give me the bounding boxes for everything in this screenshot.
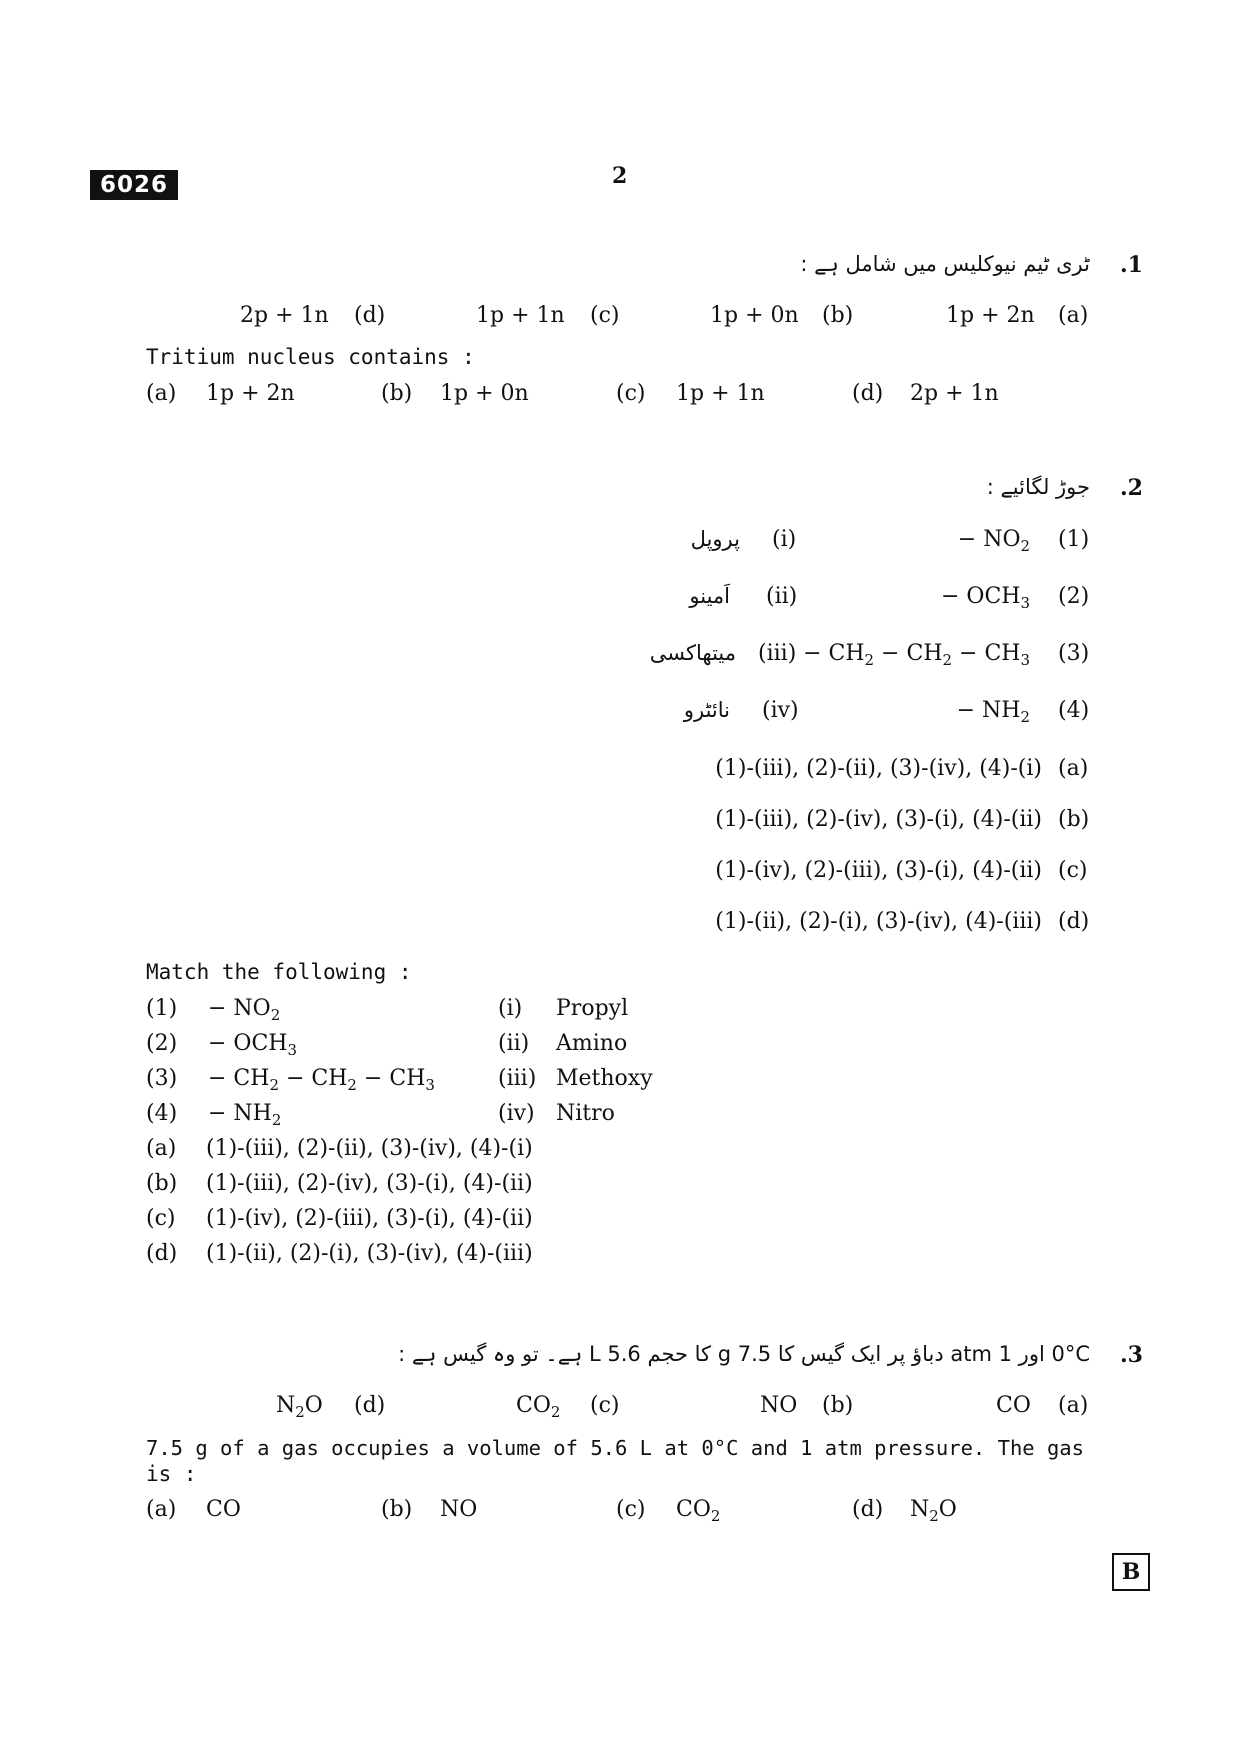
q3-urdu-option-c-label: (c) [590,1393,620,1418]
q2-number: .2 [1120,475,1143,501]
q2-urdu-col-a-label-4: (4) [1058,698,1090,723]
q3-urdu-option-d-text: $N_2O$ [276,1393,323,1422]
q2-col-a-label-1: (1) [146,996,178,1021]
q1-option-c-text: 1p + 1n [676,381,765,406]
q1-urdu-option-d-label: (d) [354,303,386,328]
q2-urdu-col-b-label-2: (ii) [766,584,798,609]
q2-col-b-text-4: Nitro [556,1101,615,1126]
q3-urdu-option-c-text: $CO_2$ [516,1393,561,1422]
q1-option-a-text: 1p + 2n [206,381,295,406]
q3-option-d-label: (d) [852,1497,884,1522]
q1-urdu-option-a-text: 1p + 2n [946,303,1035,328]
q3-option-c-text: $CO_2$ [676,1497,721,1526]
q2-urdu-option-a-label: (a) [1058,756,1089,781]
q2-urdu-option-b-label: (b) [1058,807,1090,832]
q1-english-stem: Tritium nucleus contains : [146,345,475,369]
q2-option-d-text: (1)-(ii), (2)-(i), (3)-(iv), (4)-(iii) [206,1241,533,1266]
q2-col-b-text-1: Propyl [556,996,629,1021]
q2-col-a-formula-2: − $OCH_3$ [208,1031,297,1060]
q2-urdu-col-a-formula-3: − $CH_2 - CH_2 - CH_3$ [803,641,1030,670]
q1-urdu-option-b-text: 1p + 0n [710,303,799,328]
q3-option-b-text: NO [440,1497,478,1522]
q3-urdu-option-a-text: CO [996,1393,1031,1418]
q2-urdu-option-d-text: (1)-(ii), (2)-(i), (3)-(iv), (4)-(iii) [715,909,1042,934]
q2-urdu-col-a-formula-2: − $OCH_3$ [941,584,1030,613]
q1-number: .1 [1120,252,1143,278]
q2-col-b-label-2: (ii) [498,1031,530,1056]
q1-option-c-label: (c) [616,381,646,406]
q2-urdu-col-a-label-1: (1) [1058,527,1090,552]
q2-col-b-text-2: Amino [556,1031,628,1056]
q1-urdu-option-d-text: 2p + 1n [240,303,329,328]
q3-option-a-label: (a) [146,1497,177,1522]
q2-option-d-label: (d) [146,1241,178,1266]
q2-option-a-label: (a) [146,1136,177,1161]
q2-urdu-col-b-text-3: میتھاکسی [649,641,736,665]
q2-col-a-formula-4: − $NH_2$ [208,1101,282,1130]
q3-option-d-text: $N_2O$ [910,1497,957,1526]
q2-urdu-col-b-label-3: (iii) [758,641,797,666]
q2-urdu-option-c-text: (1)-(iv), (2)-(iii), (3)-(i), (4)-(ii) [715,858,1042,883]
q2-urdu-col-a-formula-4: − $NH_2$ [956,698,1030,727]
q2-urdu-col-a-formula-1: − $NO_2$ [957,527,1030,556]
q2-option-a-text: (1)-(iii), (2)-(ii), (3)-(iv), (4)-(i) [206,1136,533,1161]
q2-col-a-formula-1: − $NO_2$ [208,996,281,1025]
q1-urdu-stem: ٹری ٹیم نیوکلیس میں شامل ہے : [800,252,1090,276]
q2-urdu-col-b-text-2: اَمینو [689,584,730,608]
q2-col-a-label-3: (3) [146,1066,178,1091]
q2-col-b-label-1: (i) [498,996,523,1021]
q2-urdu-col-a-label-2: (2) [1058,584,1090,609]
q3-urdu-option-d-label: (d) [354,1393,386,1418]
q2-option-b-text: (1)-(iii), (2)-(iv), (3)-(i), (4)-(ii) [206,1171,533,1196]
q3-english-stem-line1: 7.5 g of a gas occupies a volume of 5.6 L at 0°C and 1 atm pressure. The gas [146,1436,1084,1460]
q2-urdu-col-b-label-4: (iv) [762,698,799,723]
q2-english-stem: Match the following : [146,960,412,984]
q1-urdu-option-b-label: (b) [822,303,854,328]
q2-option-b-label: (b) [146,1171,178,1196]
q3-urdu-stem: 0°C اور 1 atm دباؤ پر ایک گیس کا 7.5 g کا حجم 5.6 L ہے۔ تو وہ گیس ہے : [398,1342,1090,1366]
q3-option-b-label: (b) [381,1497,413,1522]
q2-urdu-option-a-text: (1)-(iii), (2)-(ii), (3)-(iv), (4)-(i) [715,756,1042,781]
q3-urdu-option-a-label: (a) [1058,1393,1089,1418]
q3-option-c-label: (c) [616,1497,646,1522]
q2-urdu-option-c-label: (c) [1058,858,1088,883]
q1-urdu-option-a-label: (a) [1058,303,1089,328]
q3-urdu-option-b-label: (b) [822,1393,854,1418]
q1-urdu-option-c-text: 1p + 1n [476,303,565,328]
q1-option-d-label: (d) [852,381,884,406]
q3-english-stem-line2: is : [146,1462,197,1486]
q1-urdu-option-c-label: (c) [590,303,620,328]
q1-option-b-label: (b) [381,381,413,406]
q1-option-b-text: 1p + 0n [440,381,529,406]
q2-col-b-text-3: Methoxy [556,1066,653,1091]
q3-option-a-text: CO [206,1497,241,1522]
q2-urdu-col-b-label-1: (i) [772,527,797,552]
q2-option-c-text: (1)-(iv), (2)-(iii), (3)-(i), (4)-(ii) [206,1206,533,1231]
q2-col-a-formula-3: − $CH_2 - CH_2 - CH_3$ [208,1066,435,1095]
q2-col-b-label-4: (iv) [498,1101,535,1126]
q2-urdu-stem: جوڑ لگائیے : [986,475,1090,499]
q2-option-c-label: (c) [146,1206,176,1231]
page-number: 2 [612,163,628,189]
q2-urdu-col-a-label-3: (3) [1058,641,1090,666]
q3-number: .3 [1120,1342,1143,1368]
q2-urdu-col-b-text-1: پروپل [690,527,740,551]
series-mark-box: B [1112,1553,1150,1591]
q2-urdu-col-b-text-4: نائٹرو [683,698,730,722]
q2-col-a-label-4: (4) [146,1101,178,1126]
paper-code-badge: 6026 [90,170,178,200]
q2-col-b-label-3: (iii) [498,1066,537,1091]
q2-urdu-option-d-label: (d) [1058,909,1090,934]
q1-option-d-text: 2p + 1n [910,381,999,406]
q3-urdu-option-b-text: NO [760,1393,798,1418]
q2-col-a-label-2: (2) [146,1031,178,1056]
q1-option-a-label: (a) [146,381,177,406]
q2-urdu-option-b-text: (1)-(iii), (2)-(iv), (3)-(i), (4)-(ii) [715,807,1042,832]
